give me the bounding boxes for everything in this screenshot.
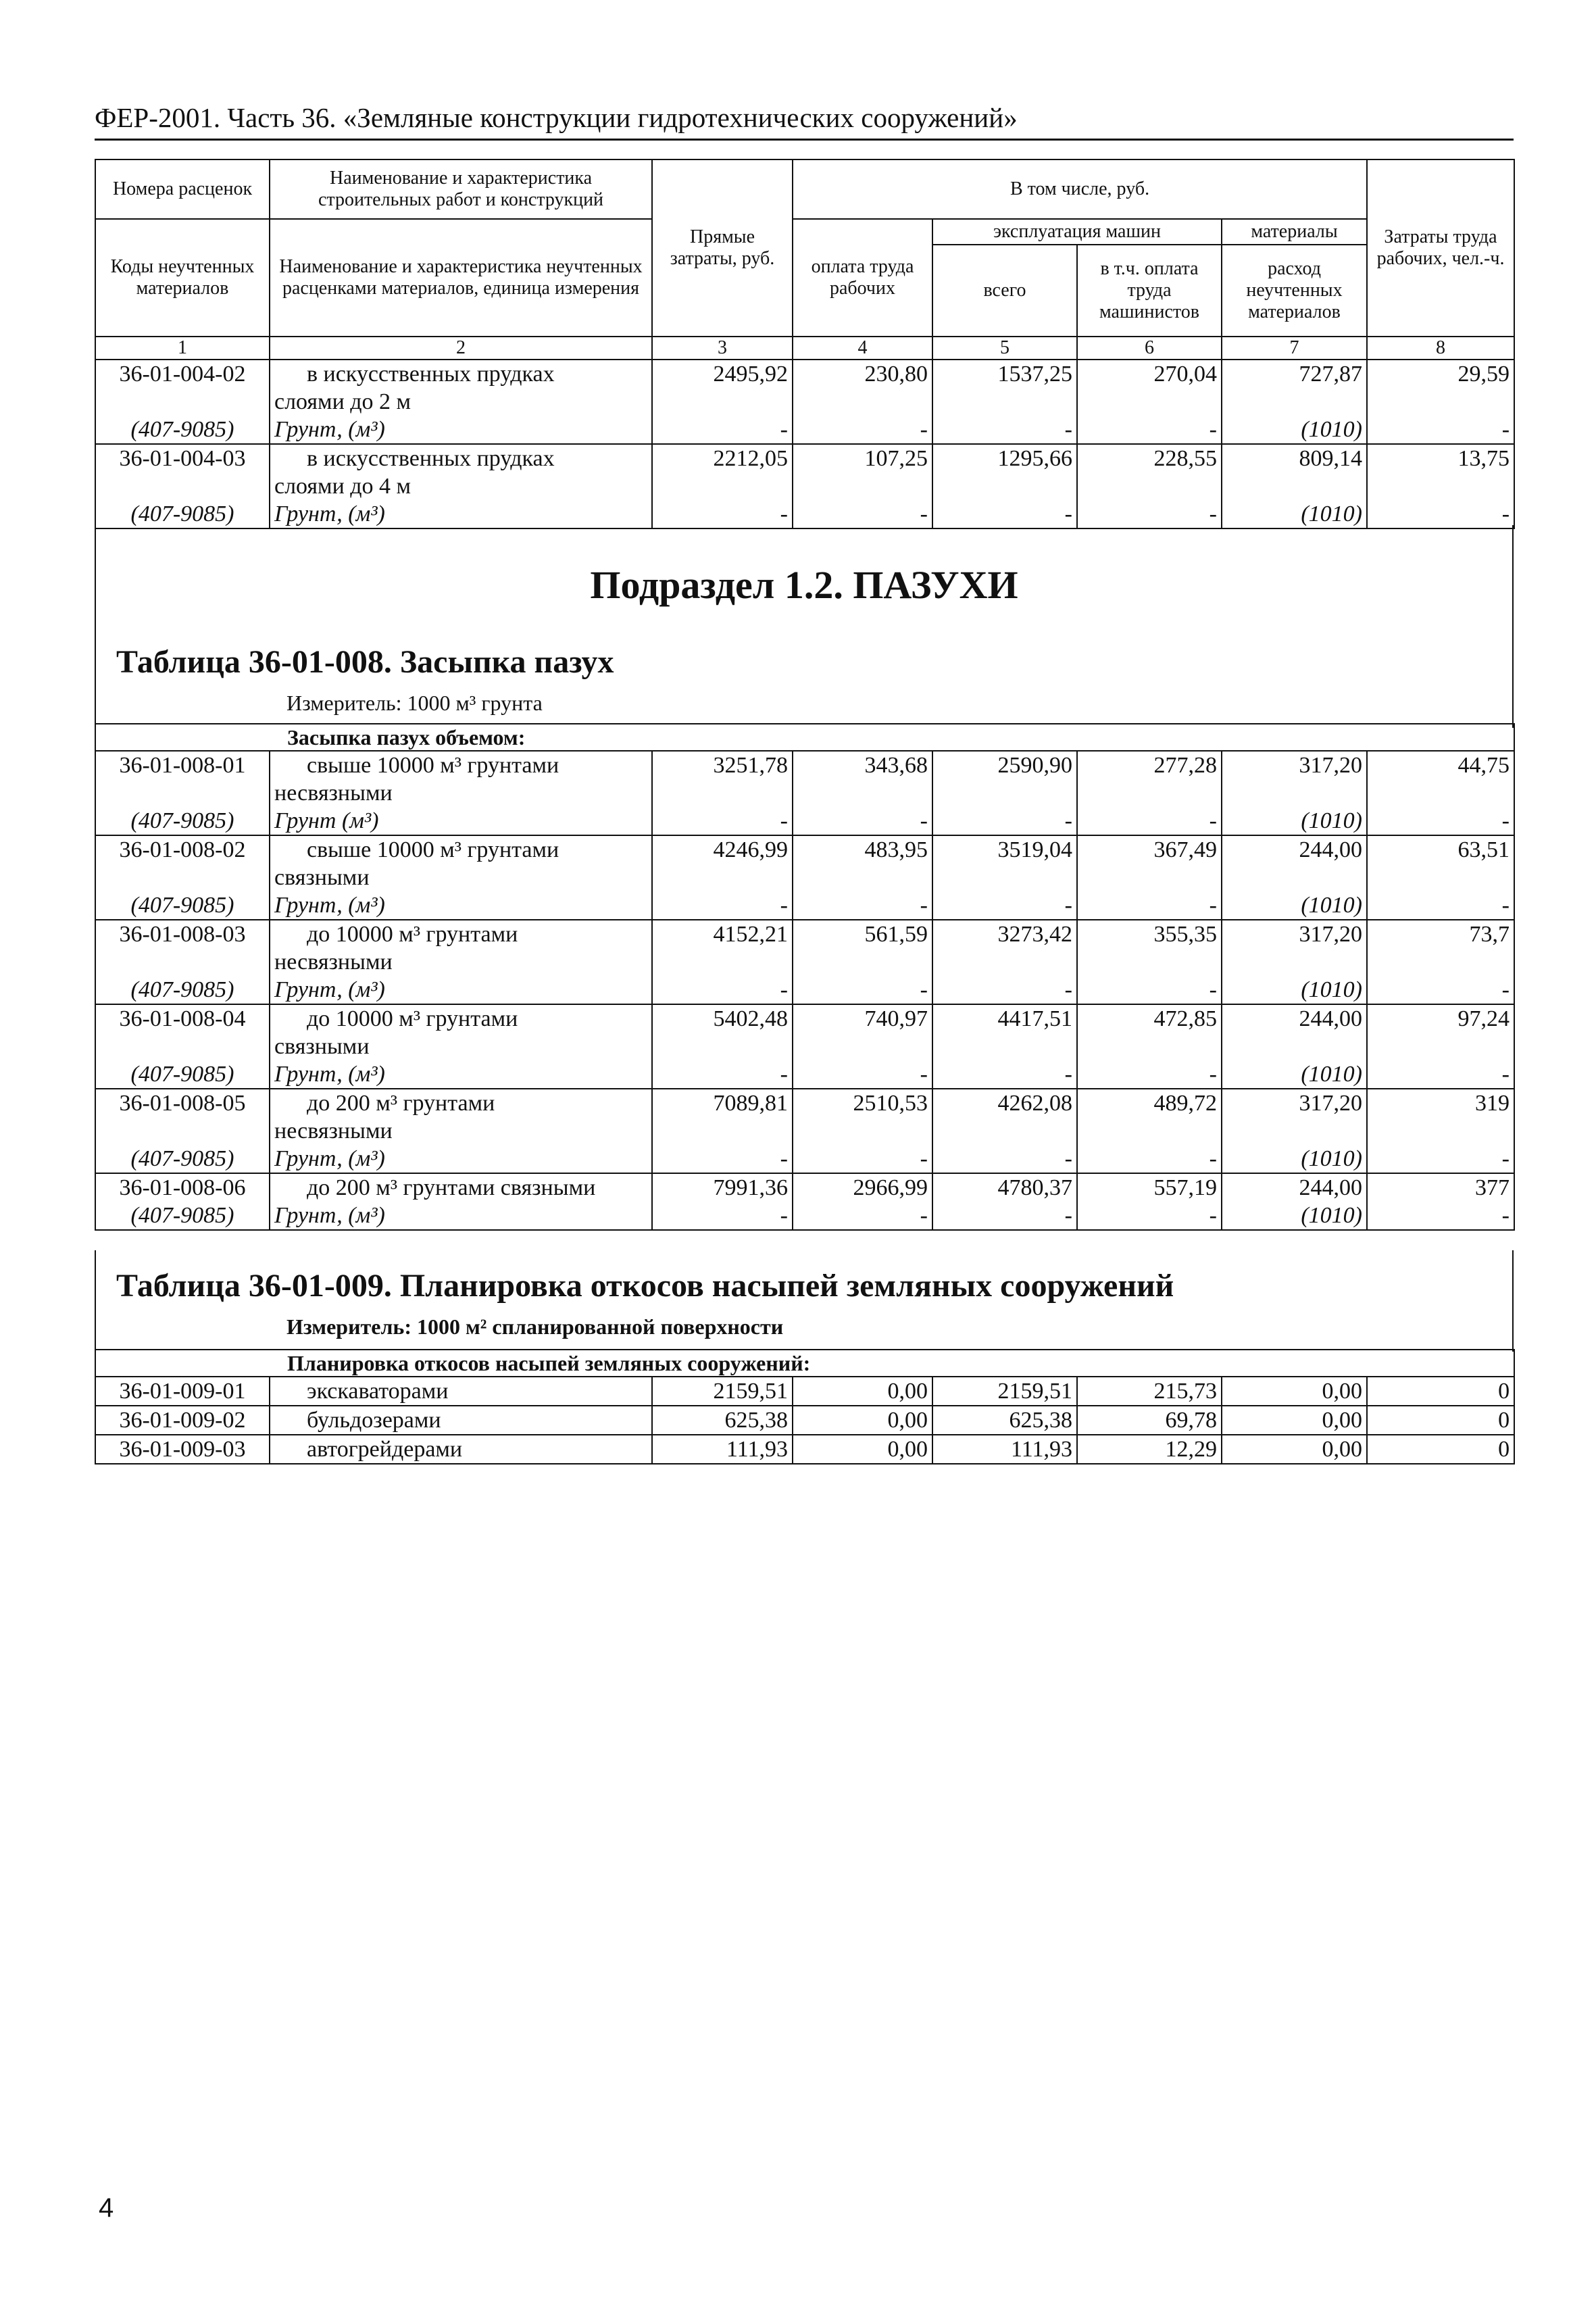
subsection-title: Подраздел 1.2. ПАЗУХИ: [590, 563, 1018, 607]
col-num-1: 1: [95, 337, 270, 360]
dash-cell: -: [1367, 1060, 1514, 1089]
rate-row: [95, 751, 1514, 807]
dash-cell: -: [1367, 500, 1514, 528]
page-number: 4: [99, 2193, 114, 2223]
labor-pay: 107,25: [793, 444, 932, 500]
table-008-title: Таблица 36-01-008. Засыпка пазух: [116, 644, 614, 680]
material-qty: (1010): [1222, 1202, 1367, 1230]
dash-cell: -: [1077, 1202, 1222, 1230]
col-num-7: 7: [1222, 337, 1367, 360]
material-row: [95, 1202, 1514, 1230]
material-code: (407-9085): [95, 500, 270, 528]
material-cost: 0,00: [1222, 1406, 1367, 1435]
rate-name-line-1: до 10000 м³ грунтами: [307, 1006, 518, 1031]
dash-cell: -: [1077, 807, 1222, 835]
labor-pay: 483,95: [793, 835, 932, 891]
material-row: [95, 1145, 1514, 1173]
col-materials-header: материалы: [1222, 219, 1367, 245]
rate-code: 36-01-004-02: [95, 360, 270, 416]
dash-cell: -: [932, 807, 1077, 835]
rate-name-line-1: до 10000 м³ грунтами: [307, 922, 518, 947]
machine-cost: 625,38: [932, 1406, 1077, 1435]
rate-name-line-1: свыше 10000 м³ грунтами: [307, 753, 559, 778]
rate-name: бульдозерами: [270, 1406, 652, 1435]
machine-cost: 3519,04: [932, 835, 1077, 891]
rate-name-line-1: в искусственных прудках: [307, 362, 555, 387]
direct-cost: 4152,21: [652, 920, 793, 976]
dash-cell: -: [793, 807, 932, 835]
material-row: [95, 1060, 1514, 1089]
direct-cost: 625,38: [652, 1406, 793, 1435]
header-rule: [95, 139, 1514, 141]
dash-cell: -: [652, 1060, 793, 1089]
material-qty: (1010): [1222, 807, 1367, 835]
dash-cell: -: [652, 976, 793, 1004]
labor-pay: 2966,99: [793, 1173, 932, 1202]
material-qty: (1010): [1222, 1060, 1367, 1089]
material-qty: (1010): [1222, 976, 1367, 1004]
labor-pay: 2510,53: [793, 1089, 932, 1145]
rate-name: экскаваторами: [270, 1377, 652, 1406]
table-008-measure: Измеритель: 1000 м³ грунта: [286, 691, 543, 715]
rate-name-line-1: до 200 м³ грунтами связными: [307, 1175, 596, 1200]
rate-code: 36-01-008-04: [95, 1004, 270, 1060]
rate-code: 36-01-004-03: [95, 444, 270, 500]
dash-cell: -: [652, 891, 793, 920]
table-008: [95, 723, 1515, 1231]
material-code: (407-9085): [95, 891, 270, 920]
dash-cell: -: [793, 1145, 932, 1173]
col-machines-header: эксплуатация машин: [932, 219, 1222, 245]
rate-name-line-2: связными: [274, 865, 370, 890]
material-code: (407-9085): [95, 416, 270, 444]
col-num-4: 4: [793, 337, 932, 360]
dash-cell: -: [1077, 416, 1222, 444]
driver-pay: 489,72: [1077, 1089, 1222, 1145]
machine-cost: 4417,51: [932, 1004, 1077, 1060]
labor-hours: 13,75: [1367, 444, 1514, 500]
material-qty: (1010): [1222, 1145, 1367, 1173]
col-mach-total-header: всего: [932, 245, 1077, 337]
rate-row: [95, 1004, 1514, 1060]
direct-cost: 5402,48: [652, 1004, 793, 1060]
driver-pay: 367,49: [1077, 835, 1222, 891]
material-name: Грунт, (м³): [270, 416, 652, 444]
material-code: (407-9085): [95, 807, 270, 835]
dash-cell: -: [1367, 416, 1514, 444]
table-009-box: [95, 1250, 1514, 1352]
rate-code: 36-01-009-01: [95, 1377, 270, 1406]
rate-row: [95, 1173, 1514, 1202]
rate-name: [270, 1004, 652, 1060]
rate-row: [95, 444, 1514, 500]
col-direct-header: Прямые затраты, руб.: [652, 159, 793, 337]
rate-name: [270, 1089, 652, 1145]
table-009: [95, 1349, 1515, 1464]
material-row: [95, 500, 1514, 528]
dash-cell: -: [652, 416, 793, 444]
rate-name: [270, 360, 652, 416]
driver-pay: 12,29: [1077, 1435, 1222, 1464]
direct-cost: 111,93: [652, 1435, 793, 1464]
rate-row: [95, 360, 1514, 416]
labor-hours: 44,75: [1367, 751, 1514, 807]
table-009-measure: Измеритель: 1000 м² спланированной поверхности: [286, 1314, 784, 1339]
labor-hours: 63,51: [1367, 835, 1514, 891]
table-008-group: Засыпка пазух объемом:: [95, 724, 1514, 751]
rate-row: [95, 835, 1514, 891]
material-cost: 244,00: [1222, 1173, 1367, 1202]
material-row: [95, 976, 1514, 1004]
col-pay-header: оплата труда рабочих: [793, 219, 932, 337]
dash-cell: -: [1367, 976, 1514, 1004]
subsection-box: [95, 525, 1514, 728]
rate-row: [95, 1435, 1514, 1464]
material-row: [95, 807, 1514, 835]
material-cost: 0,00: [1222, 1435, 1367, 1464]
labor-pay: 343,68: [793, 751, 932, 807]
table-009-title: Таблица 36-01-009. Планировка откосов насыпей земляных сооружений: [116, 1268, 1174, 1304]
dash-cell: -: [932, 1202, 1077, 1230]
rate-code: 36-01-009-02: [95, 1406, 270, 1435]
col-codes-header: Номера расценок: [95, 159, 270, 219]
dash-cell: -: [652, 1202, 793, 1230]
direct-cost: 7089,81: [652, 1089, 793, 1145]
col-num-5: 5: [932, 337, 1077, 360]
rate-name-line-2: несвязными: [274, 950, 393, 975]
material-qty: (1010): [1222, 500, 1367, 528]
dash-cell: -: [793, 500, 932, 528]
dash-cell: -: [652, 500, 793, 528]
labor-pay: 230,80: [793, 360, 932, 416]
material-name: Грунт, (м³): [270, 500, 652, 528]
direct-cost: 7991,36: [652, 1173, 793, 1202]
driver-pay: 228,55: [1077, 444, 1222, 500]
dash-cell: -: [1077, 500, 1222, 528]
rate-name: автогрейдерами: [270, 1435, 652, 1464]
labor-hours: 97,24: [1367, 1004, 1514, 1060]
rate-row: [95, 1377, 1514, 1406]
material-cost: 809,14: [1222, 444, 1367, 500]
rate-name: [270, 444, 652, 500]
labor-pay: 0,00: [793, 1377, 932, 1406]
material-name: Грунт, (м³): [270, 1202, 652, 1230]
dash-cell: -: [793, 891, 932, 920]
dash-cell: -: [652, 807, 793, 835]
rate-name: [270, 1173, 652, 1202]
material-cost: 317,20: [1222, 1089, 1367, 1145]
col-name-header: Наименование и характеристика строительных работ и конструкций: [270, 159, 652, 219]
material-name: Грунт (м³): [270, 807, 652, 835]
driver-pay: 557,19: [1077, 1173, 1222, 1202]
rate-row: [95, 920, 1514, 976]
rate-code: 36-01-008-02: [95, 835, 270, 891]
labor-pay: 740,97: [793, 1004, 932, 1060]
rate-name: [270, 751, 652, 807]
table-009-group: Планировка откосов насыпей земляных сооружений:: [95, 1350, 1514, 1377]
dash-cell: -: [1367, 1202, 1514, 1230]
labor-hours: 377: [1367, 1173, 1514, 1202]
direct-cost: 2212,05: [652, 444, 793, 500]
rate-name: [270, 835, 652, 891]
driver-pay: 472,85: [1077, 1004, 1222, 1060]
dash-cell: -: [932, 416, 1077, 444]
labor-pay: 561,59: [793, 920, 932, 976]
dash-cell: -: [932, 1145, 1077, 1173]
direct-cost: 3251,78: [652, 751, 793, 807]
col-mach-driver-header: в т.ч. оплата труда машинистов: [1077, 245, 1222, 337]
rate-name-line-2: слоями до 4 м: [274, 474, 412, 499]
labor-pay: 0,00: [793, 1435, 932, 1464]
driver-pay: 69,78: [1077, 1406, 1222, 1435]
labor-hours: 0: [1367, 1406, 1514, 1435]
material-qty: (1010): [1222, 416, 1367, 444]
material-code: (407-9085): [95, 1202, 270, 1230]
dash-cell: -: [1367, 807, 1514, 835]
dash-cell: -: [1077, 1145, 1222, 1173]
dash-cell: -: [932, 1060, 1077, 1089]
dash-cell: -: [793, 976, 932, 1004]
labor-hours: 0: [1367, 1377, 1514, 1406]
col-num-3: 3: [652, 337, 793, 360]
machine-cost: 111,93: [932, 1435, 1077, 1464]
material-cost: 244,00: [1222, 835, 1367, 891]
material-qty: (1010): [1222, 891, 1367, 920]
dash-cell: -: [932, 976, 1077, 1004]
machine-cost: 3273,42: [932, 920, 1077, 976]
col-material-codes-header: Коды неучтенных материалов: [95, 219, 270, 337]
col-mat-sub-header: расход неучтенных материалов: [1222, 245, 1367, 337]
dash-cell: -: [1077, 1060, 1222, 1089]
rate-code: 36-01-008-01: [95, 751, 270, 807]
col-labor-header: Затраты труда рабочих, чел.-ч.: [1367, 159, 1514, 337]
dash-cell: -: [1077, 976, 1222, 1004]
rate-name-line-2: несвязными: [274, 781, 393, 806]
document-header: ФЕР-2001. Часть 36. «Земляные конструкции гидротехнических сооружений»: [95, 102, 1018, 133]
rate-name-line-2: слоями до 2 м: [274, 389, 412, 414]
col-incl-header: В том числе, руб.: [793, 159, 1367, 219]
material-name: Грунт, (м³): [270, 976, 652, 1004]
driver-pay: 215,73: [1077, 1377, 1222, 1406]
dash-cell: -: [1367, 891, 1514, 920]
labor-hours: 0: [1367, 1435, 1514, 1464]
rate-code: 36-01-008-05: [95, 1089, 270, 1145]
dash-cell: -: [1367, 1145, 1514, 1173]
rate-name-line-2: несвязными: [274, 1118, 393, 1143]
direct-cost: 2495,92: [652, 360, 793, 416]
rate-code: 36-01-008-06: [95, 1173, 270, 1202]
direct-cost: 4246,99: [652, 835, 793, 891]
col-material-name-header: Наименование и характеристика неучтенных расценками материалов, единица измерения: [270, 219, 652, 337]
labor-hours: 29,59: [1367, 360, 1514, 416]
dash-cell: -: [932, 500, 1077, 528]
dash-cell: -: [652, 1145, 793, 1173]
direct-cost: 2159,51: [652, 1377, 793, 1406]
col-num-6: 6: [1077, 337, 1222, 360]
material-cost: 0,00: [1222, 1377, 1367, 1406]
machine-cost: 1537,25: [932, 360, 1077, 416]
col-num-2: 2: [270, 337, 652, 360]
labor-pay: 0,00: [793, 1406, 932, 1435]
material-name: Грунт, (м³): [270, 891, 652, 920]
rate-name-line-1: до 200 м³ грунтами: [307, 1091, 495, 1116]
material-code: (407-9085): [95, 1145, 270, 1173]
rate-row: [95, 1406, 1514, 1435]
material-code: (407-9085): [95, 1060, 270, 1089]
material-cost: 244,00: [1222, 1004, 1367, 1060]
rate-code: 36-01-008-03: [95, 920, 270, 976]
material-cost: 317,20: [1222, 751, 1367, 807]
machine-cost: 4262,08: [932, 1089, 1077, 1145]
machine-cost: 4780,37: [932, 1173, 1077, 1202]
dash-cell: -: [793, 1060, 932, 1089]
material-cost: 317,20: [1222, 920, 1367, 976]
rate-name-line-1: в искусственных прудках: [307, 446, 555, 471]
machine-cost: 2590,90: [932, 751, 1077, 807]
rate-name-line-1: свыше 10000 м³ грунтами: [307, 837, 559, 862]
dash-cell: -: [932, 891, 1077, 920]
rate-row: [95, 1089, 1514, 1145]
rates-table-head: [95, 159, 1515, 529]
labor-hours: 73,7: [1367, 920, 1514, 976]
material-name: Грунт, (м³): [270, 1060, 652, 1089]
rate-code: 36-01-009-03: [95, 1435, 270, 1464]
dash-cell: -: [793, 1202, 932, 1230]
material-cost: 727,87: [1222, 360, 1367, 416]
machine-cost: 2159,51: [932, 1377, 1077, 1406]
material-row: [95, 891, 1514, 920]
rate-name: [270, 920, 652, 976]
machine-cost: 1295,66: [932, 444, 1077, 500]
col-num-8: 8: [1367, 337, 1514, 360]
labor-hours: 319: [1367, 1089, 1514, 1145]
material-name: Грунт, (м³): [270, 1145, 652, 1173]
dash-cell: -: [1077, 891, 1222, 920]
driver-pay: 277,28: [1077, 751, 1222, 807]
material-code: (407-9085): [95, 976, 270, 1004]
driver-pay: 355,35: [1077, 920, 1222, 976]
driver-pay: 270,04: [1077, 360, 1222, 416]
rate-name-line-2: связными: [274, 1034, 370, 1059]
material-row: [95, 416, 1514, 444]
dash-cell: -: [793, 416, 932, 444]
